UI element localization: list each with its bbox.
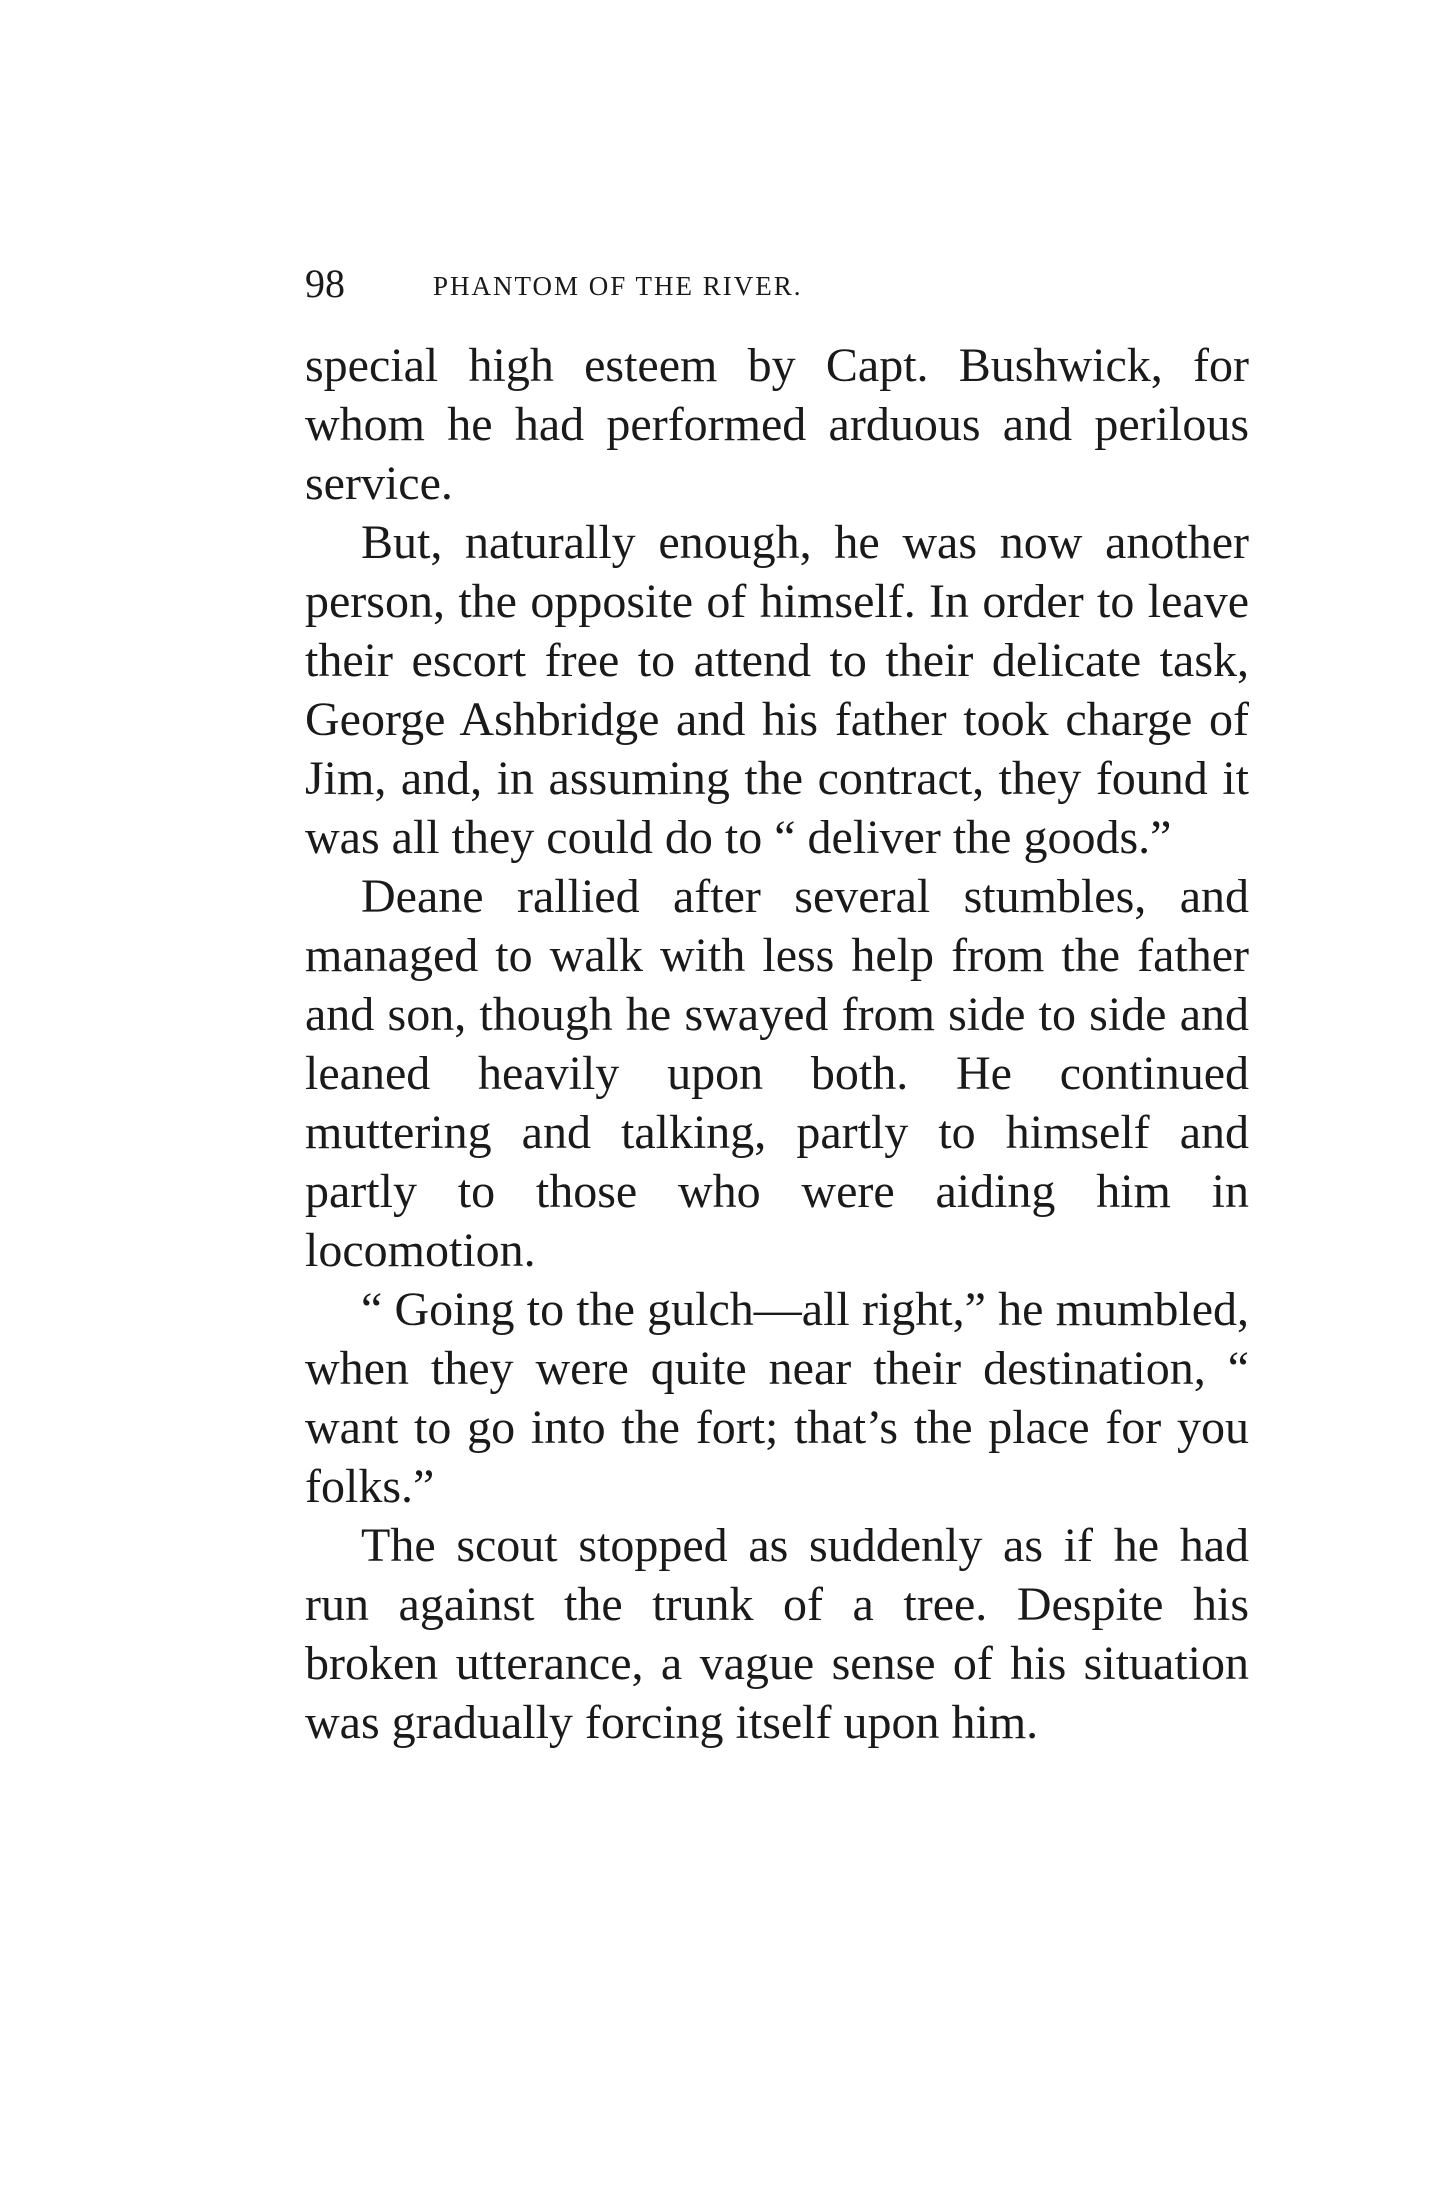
page-header — [305, 262, 1255, 306]
paragraph: The scout stopped as suddenly as if he had run against the trunk of a tree. Despite his broken utterance, a vague sense of his situation was gradually forcing itself upon him. — [305, 1519, 1249, 1749]
running-title: PHANTOM OF THE RIVER. — [433, 271, 803, 301]
paragraph: But, naturally enough, he was now another person, the opposite of himself. In order to leave their escort free to attend to their delicate task, George Ashbridge and his father took charge of Jim, and, in assuming the contract, they found it was all they could do to “ deliver the goods.” — [305, 516, 1249, 864]
body-text — [305, 336, 1249, 1752]
paragraph-continued: special high esteem by Capt. Bushwick, for whom he had performed arduous and perilous service. — [305, 339, 1249, 510]
page-number: 98 — [305, 261, 345, 306]
paragraph: “ Going to the gulch—all right,” he mumbled, when they were quite near their destination, “ want to go into the fort; that’s the place for you folks.” — [305, 1283, 1249, 1513]
paragraph: Deane rallied after several stumbles, and managed to walk with less help from the father and son, though he swayed from side to side and leaned heavily upon both. He continued muttering and talking, partly to himself and partly to those who were aiding him in locomotion. — [305, 870, 1249, 1277]
